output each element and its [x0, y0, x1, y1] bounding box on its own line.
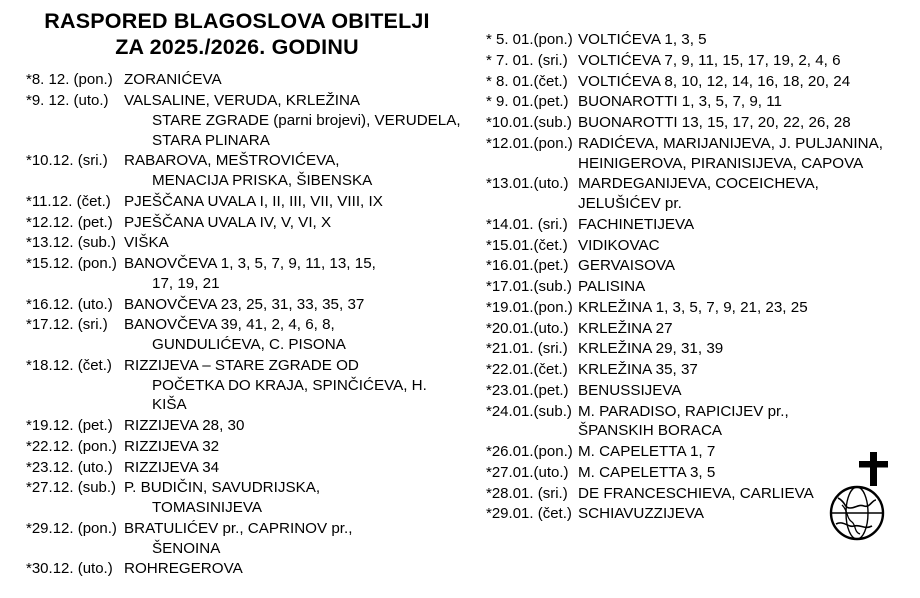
- entry-street-line: KRLEŽINA 27: [578, 319, 673, 337]
- entry-street-line: VOLTIĆEVA 1, 3, 5: [578, 31, 707, 48]
- entry-streets: [574, 381, 916, 401]
- entry-street-line: ŠPANSKIH BORACA: [578, 422, 723, 440]
- entry-date: * 5. 01.(pon.): [486, 31, 573, 48]
- entry-date: *12.12. (pet.): [26, 213, 113, 231]
- entry-street-line: BUONAROTTI 1, 3, 5, 7, 9, 11: [578, 93, 782, 111]
- entry-date: *18.12. (čet.): [26, 356, 112, 374]
- entry-street-line: VIDIKOVAC: [578, 236, 660, 254]
- entry-street-line: GUNDULIĆEVA, C. PISONA: [152, 336, 346, 354]
- entry-date: *13.12. (sub.): [26, 234, 117, 252]
- entry-date: *15.01.(čet.): [486, 236, 568, 254]
- entry-street-line: M. CAPELETTA 3, 5: [578, 463, 716, 481]
- entry-date: *21.01. (sri.): [486, 340, 568, 358]
- schedule-entry: [486, 319, 916, 339]
- schedule-entry: [26, 91, 464, 150]
- entry-streets: [574, 236, 916, 256]
- entry-date: *20.01.(uto.): [486, 319, 569, 337]
- entry-date: *29.01. (čet.): [486, 505, 572, 523]
- entry-street-line: ZORANIĆEVA: [124, 71, 222, 89]
- schedule-entry: [26, 70, 464, 90]
- entry-streets: [574, 30, 916, 50]
- left-schedule-list: [0, 70, 470, 579]
- schedule-entry: [486, 298, 916, 318]
- entry-streets: [118, 437, 464, 457]
- schedule-entry: [486, 236, 916, 256]
- schedule-entry: [26, 478, 464, 518]
- entry-date: *17.12. (sri.): [26, 316, 108, 334]
- entry-date: *26.01.(pon.): [486, 443, 573, 460]
- schedule-entry: [486, 215, 916, 235]
- entry-date: *15.12. (pon.): [26, 255, 117, 273]
- entry-street-line: P. BUDIČIN, SAVUDRIJSKA,: [124, 479, 321, 497]
- entry-date: * 7. 01. (sri.): [486, 51, 568, 69]
- entry-date: *8. 12. (pon.): [26, 71, 113, 89]
- entry-streets: [574, 174, 916, 214]
- entry-streets: [574, 319, 916, 339]
- entry-date: *27.12. (sub.): [26, 479, 117, 497]
- schedule-entry: [26, 519, 464, 559]
- entry-street-line: RIZZIJEVA – STARE ZGRADE OD: [124, 356, 359, 374]
- schedule-entry: [26, 192, 464, 212]
- entry-streets: [118, 70, 464, 90]
- entry-streets: [118, 356, 464, 415]
- entry-street-line: GERVAISOVA: [578, 257, 676, 275]
- schedule-entry: [486, 360, 916, 380]
- entry-street-line: BANOVČEVA 23, 25, 31, 33, 35, 37: [124, 295, 365, 313]
- entry-date: *29.12. (pon.): [26, 519, 117, 537]
- page-title: [14, 8, 460, 60]
- schedule-entry: [486, 72, 916, 92]
- entry-street-line: 17, 19, 21: [152, 274, 220, 292]
- entry-date: *23.01.(pet.): [486, 381, 569, 399]
- entry-streets: [118, 213, 464, 233]
- entry-streets: [118, 254, 464, 294]
- entry-street-line: BRATULIĆEV pr., CAPRINOV pr.,: [124, 519, 353, 537]
- entry-street-line: STARE ZGRADE (parni brojevi), VERUDELA,: [152, 111, 461, 129]
- page-title-line-2: ZA 2025./2026. GODINU: [115, 35, 359, 60]
- entry-street-line: PALISINA: [578, 278, 646, 295]
- entry-street-line: TOMASINIJEVA: [152, 499, 262, 517]
- entry-streets: [574, 360, 916, 380]
- entry-streets: [118, 519, 464, 559]
- entry-date: *16.12. (uto.): [26, 295, 113, 313]
- entry-streets: [118, 315, 464, 355]
- entry-date: *11.12. (čet.): [26, 192, 111, 210]
- entry-date: *22.01.(čet.): [486, 361, 568, 378]
- entry-street-line: FACHINETIJEVA: [578, 215, 695, 233]
- entry-date: *16.01.(pet.): [486, 257, 569, 275]
- entry-street-line: ŠENOINA: [152, 539, 221, 557]
- entry-street-line: MARDEGANIJEVA, COCEICHEVA,: [578, 175, 819, 193]
- entry-streets: [118, 559, 464, 579]
- entry-date: *19.01.(pon.): [486, 298, 573, 316]
- schedule-entry: [486, 339, 916, 359]
- schedule-entry: [26, 437, 464, 457]
- schedule-entry: [486, 277, 916, 297]
- entry-street-line: RIZZIJEVA 34: [124, 458, 220, 476]
- entry-street-line: VOLTIĆEVA 7, 9, 11, 15, 17, 19, 2, 4, 6: [578, 51, 841, 69]
- entry-street-line: VALSALINE, VERUDA, KRLEŽINA: [124, 92, 361, 110]
- entry-street-line: VIŠKA: [124, 234, 169, 252]
- entry-streets: [118, 91, 464, 150]
- schedule-entry: [486, 134, 916, 174]
- entry-street-line: KRLEŽINA 35, 37: [578, 361, 698, 378]
- entry-streets: [574, 298, 916, 318]
- entry-streets: [574, 72, 916, 92]
- entry-date: *13.01.(uto.): [486, 175, 569, 193]
- schedule-entry: [26, 416, 464, 436]
- schedule-entry: [486, 256, 916, 276]
- entry-street-line: M. PARADISO, RAPICIJEV pr.,: [578, 402, 789, 420]
- entry-street-line: RABAROVA, MEŠTROVIĆEVA,: [124, 152, 340, 170]
- entry-streets: [574, 51, 916, 71]
- schedule-entry: [486, 92, 916, 112]
- entry-date: *17.01.(sub.): [486, 278, 572, 295]
- entry-streets: [118, 151, 464, 191]
- schedule-entry: [26, 458, 464, 478]
- entry-street-line: DE FRANCESCHIEVA, CARLIEVA: [578, 484, 814, 502]
- entry-street-line: ROHREGEROVA: [124, 560, 243, 578]
- schedule-entry: [26, 559, 464, 579]
- entry-streets: [118, 478, 464, 518]
- schedule-entry: [486, 30, 916, 50]
- schedule-entry: [486, 402, 916, 442]
- entry-date: *27.01.(uto.): [486, 463, 569, 481]
- entry-street-line: SCHIAVUZZIJEVA: [578, 505, 705, 523]
- entry-streets: [574, 92, 916, 112]
- entry-streets: [574, 402, 916, 442]
- entry-date: *28.01. (sri.): [486, 484, 568, 502]
- entry-street-line: HEINIGEROVA, PIRANISIJEVA, CAPOVA: [578, 154, 864, 172]
- entry-street-line: STARA PLINARA: [152, 131, 270, 149]
- entry-streets: [574, 215, 916, 235]
- entry-street-line: JELUŠIĆEV pr.: [578, 195, 682, 212]
- entry-streets: [574, 134, 916, 174]
- schedule-entry: [486, 113, 916, 133]
- entry-date: *14.01. (sri.): [486, 215, 568, 233]
- entry-date: *19.12. (pet.): [26, 417, 113, 435]
- entry-date: *22.12. (pon.): [26, 437, 117, 455]
- entry-date: *23.12. (uto.): [26, 458, 113, 476]
- entry-streets: [118, 192, 464, 212]
- entry-streets: [574, 113, 916, 133]
- entry-street-line: VOLTIĆEVA 8, 10, 12, 14, 16, 18, 20, 24: [578, 72, 851, 90]
- schedule-entry: [26, 254, 464, 294]
- entry-streets: [118, 416, 464, 436]
- schedule-entry: [26, 151, 464, 191]
- schedule-entry: [26, 213, 464, 233]
- entry-street-line: POČETKA DO KRAJA, SPINČIĆEVA, H. KIŠA: [152, 376, 427, 414]
- entry-street-line: BENUSSIJEVA: [578, 381, 682, 399]
- schedule-entry: [26, 315, 464, 355]
- entry-streets: [118, 233, 464, 253]
- entry-date: *10.12. (sri.): [26, 152, 108, 170]
- entry-streets: [118, 458, 464, 478]
- entry-street-line: PJEŠČANA UVALA IV, V, VI, X: [124, 213, 332, 231]
- schedule-entry: [486, 174, 916, 214]
- schedule-entry: [486, 51, 916, 71]
- entry-date: *10.01.(sub.): [486, 114, 572, 131]
- entry-street-line: RIZZIJEVA 32: [124, 437, 220, 455]
- schedule-entry: [26, 295, 464, 315]
- page-title-line-1: RASPORED BLAGOSLOVA OBITELJI: [44, 9, 430, 33]
- left-column: [0, 0, 470, 580]
- entry-street-line: RIZZIJEVA 28, 30: [124, 417, 245, 435]
- entry-street-line: KRLEŽINA 29, 31, 39: [578, 340, 724, 358]
- entry-street-line: BANOVČEVA 1, 3, 5, 7, 9, 11, 13, 15,: [124, 255, 376, 273]
- entry-street-line: M. CAPELETTA 1, 7: [578, 443, 716, 460]
- entry-date: * 9. 01.(pet.): [486, 93, 569, 111]
- right-column: [470, 0, 920, 525]
- schedule-entry: [486, 381, 916, 401]
- entry-date: * 8. 01.(čet.): [486, 72, 568, 90]
- entry-street-line: BANOVČEVA 39, 41, 2, 4, 6, 8,: [124, 316, 335, 334]
- globe-with-cross-emblem: [816, 450, 902, 542]
- entry-street-line: MENACIJA PRISKA, ŠIBENSKA: [152, 172, 373, 190]
- entry-street-line: KRLEŽINA 1, 3, 5, 7, 9, 21, 23, 25: [578, 298, 808, 316]
- entry-street-line: PJEŠČANA UVALA I, II, III, VII, VIII, IX: [124, 192, 383, 210]
- schedule-entry: [26, 356, 464, 415]
- entry-streets: [574, 277, 916, 297]
- entry-streets: [574, 339, 916, 359]
- entry-streets: [574, 256, 916, 276]
- entry-date: *12.01.(pon.): [486, 134, 573, 152]
- entry-street-line: BUONAROTTI 13, 15, 17, 20, 22, 26, 28: [578, 114, 851, 131]
- entry-date: *24.01.(sub.): [486, 402, 572, 420]
- entry-date: *30.12. (uto.): [26, 560, 113, 578]
- entry-street-line: RADIĆEVA, MARIJANIJEVA, J. PULJANINA,: [578, 134, 883, 152]
- schedule-entry: [26, 233, 464, 253]
- entry-date: *9. 12. (uto.): [26, 92, 109, 110]
- entry-streets: [118, 295, 464, 315]
